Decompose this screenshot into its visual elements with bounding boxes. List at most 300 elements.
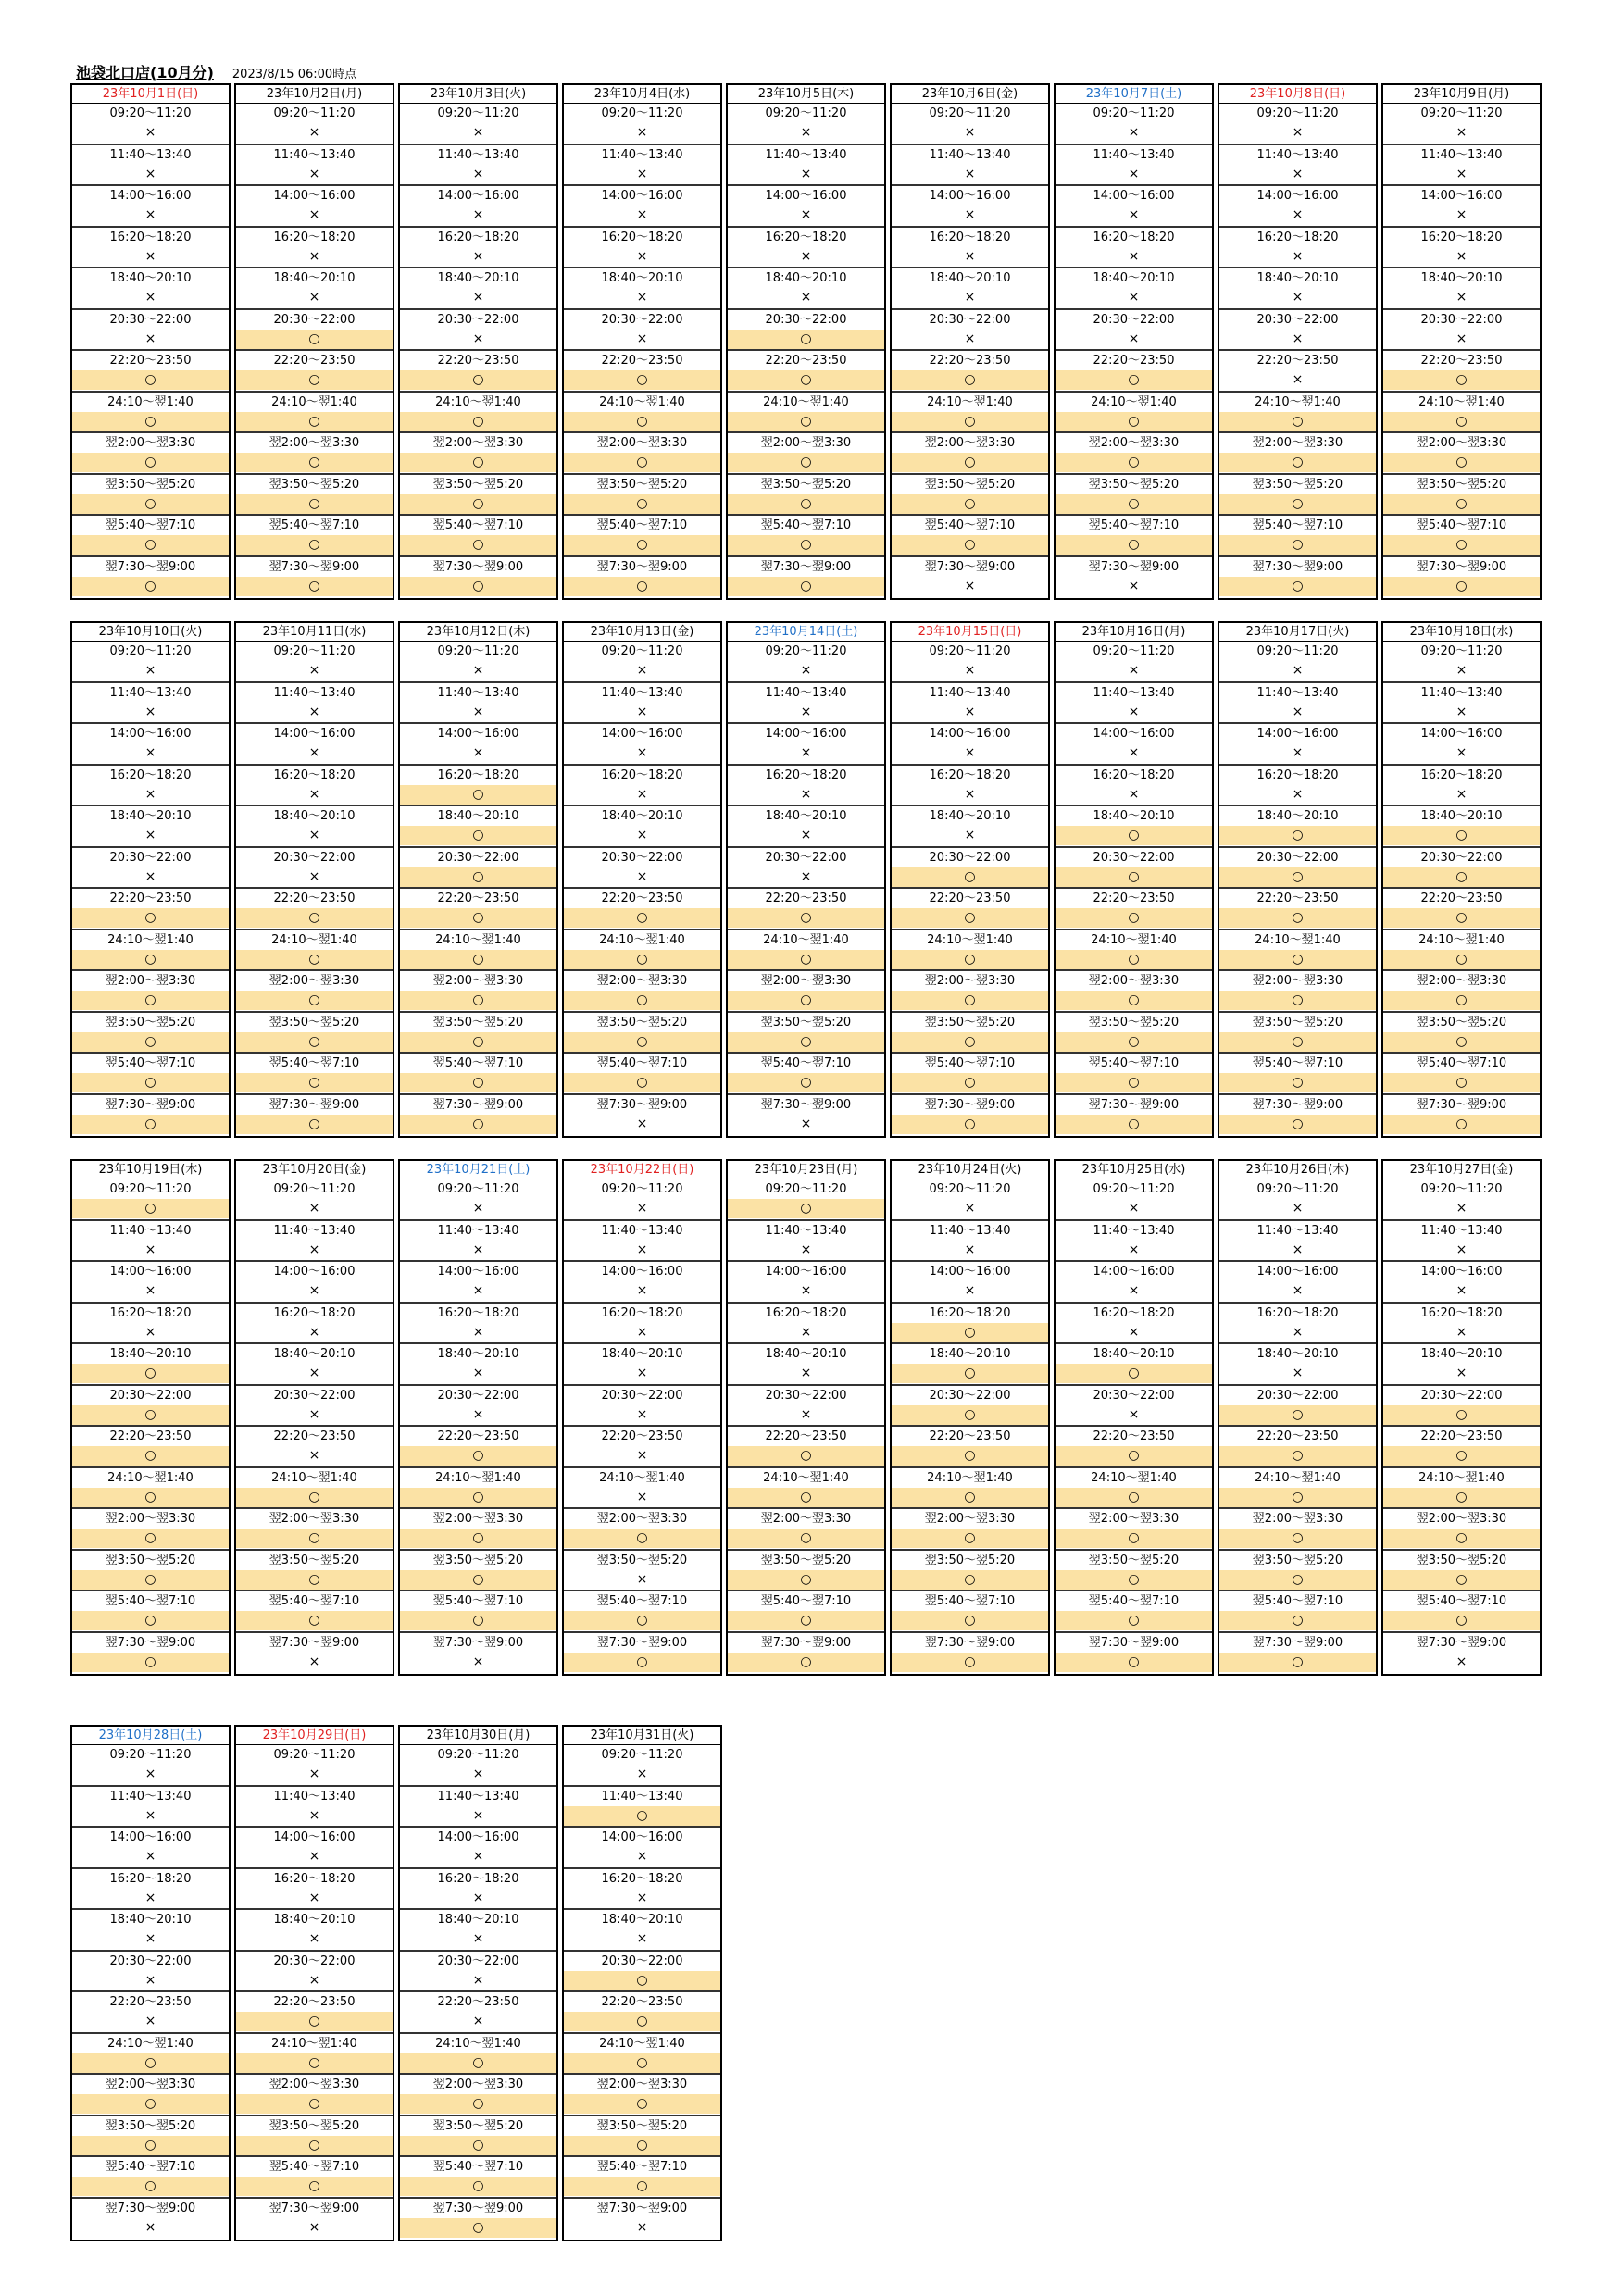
unavailable-mark: × <box>308 1931 320 1946</box>
time-slot <box>728 351 884 393</box>
slot-time: 翌5:40～翌7:10 <box>596 1594 688 1608</box>
slot-time: 16:20～18:20 <box>109 1871 192 1886</box>
available-mark: ○ <box>564 412 720 431</box>
available-mark: ○ <box>1056 1073 1212 1092</box>
unavailable-mark: × <box>636 1766 648 1781</box>
unavailable-mark: × <box>472 1406 484 1422</box>
time-slot <box>72 930 229 972</box>
slot-time: 18:40～20:10 <box>109 1347 192 1361</box>
unavailable-mark: × <box>308 1242 320 1257</box>
slot-time: 翌3:50～翌5:20 <box>1416 477 1507 492</box>
time-slot <box>400 393 556 434</box>
slot-time: 24:10～翌1:40 <box>1091 932 1177 947</box>
slot-time: 22:20～23:50 <box>1420 354 1503 368</box>
available-mark: ○ <box>236 908 393 928</box>
unavailable-mark: × <box>636 786 648 802</box>
time-slot <box>728 268 884 310</box>
time-slot <box>1056 683 1212 725</box>
time-slot <box>728 310 884 352</box>
unavailable-mark: × <box>308 1890 320 1905</box>
available-mark: ○ <box>400 494 556 514</box>
time-slot <box>400 145 556 187</box>
day-column <box>234 621 394 1138</box>
time-slot <box>728 557 884 599</box>
slot-time: 翌2:00～翌3:30 <box>596 2078 688 2091</box>
available-mark: ○ <box>728 535 884 555</box>
available-mark: ○ <box>1056 908 1212 928</box>
slot-time: 18:40～20:10 <box>1093 1347 1175 1361</box>
time-slot <box>564 1344 720 1386</box>
time-slot <box>1219 930 1376 972</box>
time-slot <box>728 1054 884 1095</box>
unavailable-mark: × <box>472 1890 484 1905</box>
day-column <box>398 621 558 1138</box>
unavailable-mark: × <box>800 290 812 305</box>
slot-time: 20:30～22:00 <box>109 1953 192 1968</box>
available-mark: ○ <box>728 370 884 390</box>
slot-time: 14:00～16:00 <box>601 189 683 203</box>
slot-time: 14:00～16:00 <box>601 727 683 741</box>
time-slot <box>892 930 1048 972</box>
slot-time: 09:20～11:20 <box>273 1748 356 1762</box>
unavailable-mark: × <box>308 1807 320 1823</box>
day-column <box>726 1159 886 1676</box>
slot-time: 16:20～18:20 <box>1420 1305 1503 1320</box>
day-column <box>70 621 231 1138</box>
slot-time: 翌3:50～翌5:20 <box>269 1553 360 1567</box>
unavailable-mark: × <box>1455 1283 1468 1298</box>
unavailable-mark: × <box>636 1931 648 1946</box>
time-slot <box>236 1386 393 1428</box>
time-slot <box>236 1304 393 1345</box>
slot-time: 翌3:50～翌5:20 <box>1416 1015 1507 1029</box>
slot-time: 翌3:50～翌5:20 <box>432 477 524 492</box>
slot-time: 20:30～22:00 <box>1256 312 1339 327</box>
available-mark: ○ <box>728 1199 884 1218</box>
unavailable-mark: × <box>800 786 812 802</box>
time-slot <box>564 516 720 557</box>
time-slot <box>1383 1427 1540 1468</box>
time-slot <box>892 1013 1048 1054</box>
slot-time: 18:40～20:10 <box>1256 271 1339 285</box>
time-slot <box>564 104 720 145</box>
time-slot <box>728 889 884 930</box>
time-slot <box>1383 1386 1540 1428</box>
time-slot <box>892 145 1048 187</box>
time-slot <box>728 186 884 228</box>
time-slot <box>236 145 393 187</box>
slot-time: 翌2:00～翌3:30 <box>269 2078 360 2091</box>
time-slot <box>400 1745 556 1787</box>
unavailable-mark: × <box>1455 1201 1468 1216</box>
available-mark: ○ <box>1219 535 1376 555</box>
time-slot <box>236 1013 393 1054</box>
time-slot <box>564 1468 720 1510</box>
time-slot <box>400 1179 556 1221</box>
slot-time: 11:40～13:40 <box>109 685 192 700</box>
time-slot <box>1219 1013 1376 1054</box>
slot-time: 09:20～11:20 <box>437 1182 519 1196</box>
slot-time: 24:10～翌1:40 <box>435 932 521 947</box>
slot-time: 20:30～22:00 <box>437 1388 519 1403</box>
available-mark: ○ <box>564 1653 720 1672</box>
slot-time: 翌5:40～翌7:10 <box>105 1056 196 1070</box>
unavailable-mark: × <box>308 1201 320 1216</box>
slot-time: 09:20～11:20 <box>273 1182 356 1196</box>
time-slot <box>236 2199 393 2240</box>
time-slot <box>72 1952 229 1993</box>
time-slot <box>236 2157 393 2199</box>
unavailable-mark: × <box>636 1116 648 1131</box>
time-slot <box>892 806 1048 848</box>
unavailable-mark: × <box>144 1849 156 1864</box>
available-mark: ○ <box>400 1529 556 1548</box>
available-mark: ○ <box>1383 908 1540 928</box>
time-slot <box>236 2075 393 2116</box>
slot-time: 16:20～18:20 <box>109 230 192 244</box>
slot-time: 翌2:00～翌3:30 <box>1088 436 1180 450</box>
unavailable-mark: × <box>144 166 156 181</box>
time-slot <box>892 1262 1048 1304</box>
slot-time: 09:20～11:20 <box>765 1182 847 1196</box>
time-slot <box>892 393 1048 434</box>
slot-time: 09:20～11:20 <box>1420 644 1503 658</box>
slot-time: 24:10～翌1:40 <box>271 2036 357 2051</box>
available-mark: ○ <box>1056 1364 1212 1383</box>
slot-time: 翌2:00～翌3:30 <box>760 1512 852 1526</box>
time-slot <box>892 724 1048 766</box>
time-slot <box>236 848 393 890</box>
slot-time: 14:00～16:00 <box>109 1265 192 1279</box>
available-mark: ○ <box>400 1488 556 1507</box>
available-mark: ○ <box>728 577 884 596</box>
day-header: 23年10月15日(日) <box>892 623 1048 642</box>
time-slot <box>564 1992 720 2034</box>
unavailable-mark: × <box>1128 663 1140 678</box>
unavailable-mark: × <box>964 704 976 719</box>
unavailable-mark: × <box>144 1972 156 1988</box>
unavailable-mark: × <box>472 2014 484 2028</box>
unavailable-mark: × <box>964 578 976 593</box>
available-mark: ○ <box>236 2094 393 2114</box>
slot-time: 22:20～23:50 <box>1093 354 1175 368</box>
available-mark: ○ <box>236 1115 393 1134</box>
available-mark: ○ <box>728 1488 884 1507</box>
time-slot <box>236 310 393 352</box>
time-slot <box>236 2034 393 2076</box>
available-mark: ○ <box>564 2094 720 2114</box>
slot-time: 20:30～22:00 <box>273 850 356 865</box>
available-mark: ○ <box>1219 1653 1376 1672</box>
time-slot <box>1219 1427 1376 1468</box>
day-header: 23年10月3日(火) <box>400 85 556 104</box>
time-slot <box>400 1787 556 1828</box>
slot-time: 24:10～翌1:40 <box>271 1470 357 1485</box>
slot-time: 18:40～20:10 <box>929 809 1011 823</box>
slot-time: 18:40～20:10 <box>929 1347 1011 1361</box>
unavailable-mark: × <box>1128 578 1140 593</box>
slot-time: 20:30～22:00 <box>601 850 683 865</box>
slot-time: 14:00～16:00 <box>109 189 192 203</box>
time-slot <box>728 766 884 807</box>
available-mark: ○ <box>1056 1032 1212 1052</box>
slot-time: 16:20～18:20 <box>437 230 519 244</box>
unavailable-mark: × <box>636 125 648 140</box>
time-slot <box>72 806 229 848</box>
slot-time: 翌7:30～翌9:00 <box>269 1635 360 1650</box>
available-mark: ○ <box>564 1971 720 1990</box>
slot-time: 20:30～22:00 <box>765 850 847 865</box>
available-mark: ○ <box>72 2094 229 2114</box>
snapshot-time: 2023/8/15 06:00時点 <box>231 68 357 81</box>
available-mark: ○ <box>564 494 720 514</box>
slot-time: 16:20～18:20 <box>273 1305 356 1320</box>
time-slot <box>1219 1095 1376 1137</box>
slot-time: 22:20～23:50 <box>765 892 847 905</box>
unavailable-mark: × <box>636 1849 648 1864</box>
slot-time: 20:30～22:00 <box>273 312 356 327</box>
time-slot <box>564 1591 720 1633</box>
time-slot <box>400 889 556 930</box>
slot-time: 09:20～11:20 <box>929 1182 1011 1196</box>
day-column <box>398 1725 558 2241</box>
unavailable-mark: × <box>1128 207 1140 222</box>
slot-time: 翌7:30～翌9:00 <box>1252 1097 1343 1112</box>
slot-time: 16:20～18:20 <box>1093 767 1175 782</box>
slot-time: 24:10～翌1:40 <box>1091 394 1177 409</box>
time-slot <box>564 1427 720 1468</box>
time-slot <box>728 104 884 145</box>
available-mark: ○ <box>72 950 229 969</box>
slot-time: 22:20～23:50 <box>273 1995 356 2009</box>
unavailable-mark: × <box>800 1366 812 1380</box>
slot-time: 翌2:00～翌3:30 <box>924 436 1016 450</box>
available-mark: ○ <box>1056 1653 1212 1672</box>
slot-time: 22:20～23:50 <box>109 892 192 905</box>
day-column <box>1381 83 1542 600</box>
unavailable-mark: × <box>636 1448 648 1463</box>
slot-time: 11:40～13:40 <box>1420 685 1503 700</box>
slot-time: 09:20～11:20 <box>109 644 192 658</box>
slot-time: 09:20～11:20 <box>109 1748 192 1762</box>
unavailable-mark: × <box>636 1366 648 1380</box>
unavailable-mark: × <box>472 745 484 760</box>
slot-time: 翌7:30～翌9:00 <box>760 559 852 574</box>
unavailable-mark: × <box>1292 331 1304 346</box>
day-header: 23年10月22日(日) <box>564 1161 720 1179</box>
slot-time: 翌5:40～翌7:10 <box>105 518 196 532</box>
day-column <box>1381 1159 1542 1676</box>
slot-time: 24:10～翌1:40 <box>435 394 521 409</box>
unavailable-mark: × <box>144 125 156 140</box>
slot-time: 14:00～16:00 <box>273 1265 356 1279</box>
slot-time: 翌5:40～翌7:10 <box>269 1594 360 1608</box>
day-header: 23年10月26日(木) <box>1219 1161 1376 1179</box>
time-slot <box>72 1591 229 1633</box>
unavailable-mark: × <box>1128 290 1140 305</box>
slot-time: 11:40～13:40 <box>765 1223 847 1238</box>
day-header: 23年10月23日(月) <box>728 1161 884 1179</box>
available-mark: ○ <box>1383 1529 1540 1548</box>
unavailable-mark: × <box>964 1283 976 1298</box>
time-slot <box>892 310 1048 352</box>
available-mark: ○ <box>1219 950 1376 969</box>
slot-time: 翌2:00～翌3:30 <box>105 2078 196 2091</box>
unavailable-mark: × <box>1455 1242 1468 1257</box>
time-slot <box>1056 1304 1212 1345</box>
slot-time: 翌3:50～翌5:20 <box>1416 1553 1507 1567</box>
time-slot <box>400 2034 556 2076</box>
slot-time: 24:10～翌1:40 <box>1418 394 1505 409</box>
time-slot <box>892 351 1048 393</box>
unavailable-mark: × <box>964 331 976 346</box>
slot-time: 22:20～23:50 <box>437 1995 519 2009</box>
time-slot <box>72 1013 229 1054</box>
day-header: 23年10月9日(月) <box>1383 85 1540 104</box>
time-slot <box>892 475 1048 517</box>
slot-time: 16:20～18:20 <box>273 230 356 244</box>
week-row <box>70 1725 1561 2241</box>
time-slot <box>1056 268 1212 310</box>
slot-time: 11:40～13:40 <box>1420 1223 1503 1238</box>
time-slot <box>728 724 884 766</box>
available-mark: ○ <box>892 950 1048 969</box>
slot-time: 翌5:40～翌7:10 <box>105 2160 196 2174</box>
available-mark: ○ <box>892 1405 1048 1425</box>
available-mark: ○ <box>892 1653 1048 1672</box>
slot-time: 20:30～22:00 <box>273 1388 356 1403</box>
day-column <box>1218 621 1378 1138</box>
unavailable-mark: × <box>964 248 976 264</box>
slot-time: 11:40～13:40 <box>601 1789 683 1803</box>
time-slot <box>1383 351 1540 393</box>
unavailable-mark: × <box>1455 248 1468 264</box>
slot-time: 16:20～18:20 <box>601 230 683 244</box>
slot-time: 翌7:30～翌9:00 <box>1088 559 1180 574</box>
available-mark: ○ <box>1383 1446 1540 1466</box>
slot-time: 翌3:50～翌5:20 <box>105 1015 196 1029</box>
time-slot <box>72 971 229 1013</box>
slot-time: 22:20～23:50 <box>1256 1429 1339 1443</box>
available-mark: ○ <box>400 453 556 472</box>
slot-time: 09:20～11:20 <box>437 644 519 658</box>
slot-time: 翌3:50～翌5:20 <box>105 2118 196 2133</box>
slot-time: 18:40～20:10 <box>765 809 847 823</box>
available-mark: ○ <box>564 1032 720 1052</box>
time-slot <box>1383 930 1540 972</box>
unavailable-mark: × <box>1292 248 1304 264</box>
available-mark: ○ <box>236 412 393 431</box>
time-slot <box>236 1869 393 1911</box>
time-slot <box>1219 310 1376 352</box>
available-mark: ○ <box>1219 494 1376 514</box>
available-mark: ○ <box>1383 1032 1540 1052</box>
available-mark: ○ <box>892 1611 1048 1630</box>
unavailable-mark: × <box>308 1448 320 1463</box>
time-slot <box>1383 1262 1540 1304</box>
slot-time: 20:30～22:00 <box>1256 850 1339 865</box>
time-slot <box>72 1468 229 1510</box>
time-slot <box>1383 104 1540 145</box>
time-slot <box>400 1633 556 1675</box>
available-mark: ○ <box>1056 1488 1212 1507</box>
slot-time: 翌2:00～翌3:30 <box>269 1512 360 1526</box>
day-header: 23年10月24日(火) <box>892 1161 1048 1179</box>
time-slot <box>1383 1591 1540 1633</box>
unavailable-mark: × <box>308 1972 320 1988</box>
slot-time: 翌2:00～翌3:30 <box>105 436 196 450</box>
slot-time: 11:40～13:40 <box>109 147 192 162</box>
unavailable-mark: × <box>1128 166 1140 181</box>
slot-time: 16:20～18:20 <box>1093 1305 1175 1320</box>
time-slot <box>892 1304 1048 1345</box>
available-mark: ○ <box>236 991 393 1010</box>
unavailable-mark: × <box>308 704 320 719</box>
time-slot <box>236 557 393 599</box>
time-slot <box>728 433 884 475</box>
available-mark: ○ <box>1219 908 1376 928</box>
time-slot <box>236 2116 393 2158</box>
available-mark: ○ <box>1056 950 1212 969</box>
time-slot <box>728 1386 884 1428</box>
unavailable-mark: × <box>1292 1201 1304 1216</box>
available-mark: ○ <box>1383 991 1540 1010</box>
time-slot <box>564 1509 720 1551</box>
time-slot <box>72 724 229 766</box>
time-slot <box>1056 766 1212 807</box>
unavailable-mark: × <box>1292 125 1304 140</box>
time-slot <box>564 930 720 972</box>
slot-time: 20:30～22:00 <box>109 850 192 865</box>
available-mark: ○ <box>892 1115 1048 1134</box>
time-slot <box>1056 310 1212 352</box>
available-mark: ○ <box>236 1073 393 1092</box>
slot-time: 翌5:40～翌7:10 <box>432 1594 524 1608</box>
time-slot <box>1219 1054 1376 1095</box>
available-mark: ○ <box>400 2136 556 2155</box>
time-slot <box>1056 806 1212 848</box>
available-mark: ○ <box>564 1806 720 1826</box>
slot-time: 11:40～13:40 <box>601 685 683 700</box>
time-slot <box>892 642 1048 683</box>
unavailable-mark: × <box>1128 125 1140 140</box>
slot-time: 22:20～23:50 <box>929 892 1011 905</box>
unavailable-mark: × <box>308 868 320 884</box>
available-mark: ○ <box>564 908 720 928</box>
time-slot <box>564 1828 720 1869</box>
unavailable-mark: × <box>800 1283 812 1298</box>
time-slot <box>892 1179 1048 1221</box>
time-slot <box>236 1633 393 1675</box>
time-slot <box>564 351 720 393</box>
slot-time: 翌5:40～翌7:10 <box>105 1594 196 1608</box>
time-slot <box>1056 433 1212 475</box>
slot-time: 16:20～18:20 <box>765 1305 847 1320</box>
time-slot <box>400 971 556 1013</box>
available-mark: ○ <box>72 2053 229 2073</box>
slot-time: 16:20～18:20 <box>437 1871 519 1886</box>
slot-time: 16:20～18:20 <box>1420 230 1503 244</box>
day-header: 23年10月29日(日) <box>236 1727 393 1745</box>
available-mark: ○ <box>400 2094 556 2114</box>
slot-time: 24:10～翌1:40 <box>599 1470 685 1485</box>
unavailable-mark: × <box>964 786 976 802</box>
time-slot <box>728 1262 884 1304</box>
time-slot <box>1383 268 1540 310</box>
slot-time: 翌3:50～翌5:20 <box>1088 1015 1180 1029</box>
slot-time: 22:20～23:50 <box>1420 892 1503 905</box>
unavailable-mark: × <box>636 1324 648 1340</box>
